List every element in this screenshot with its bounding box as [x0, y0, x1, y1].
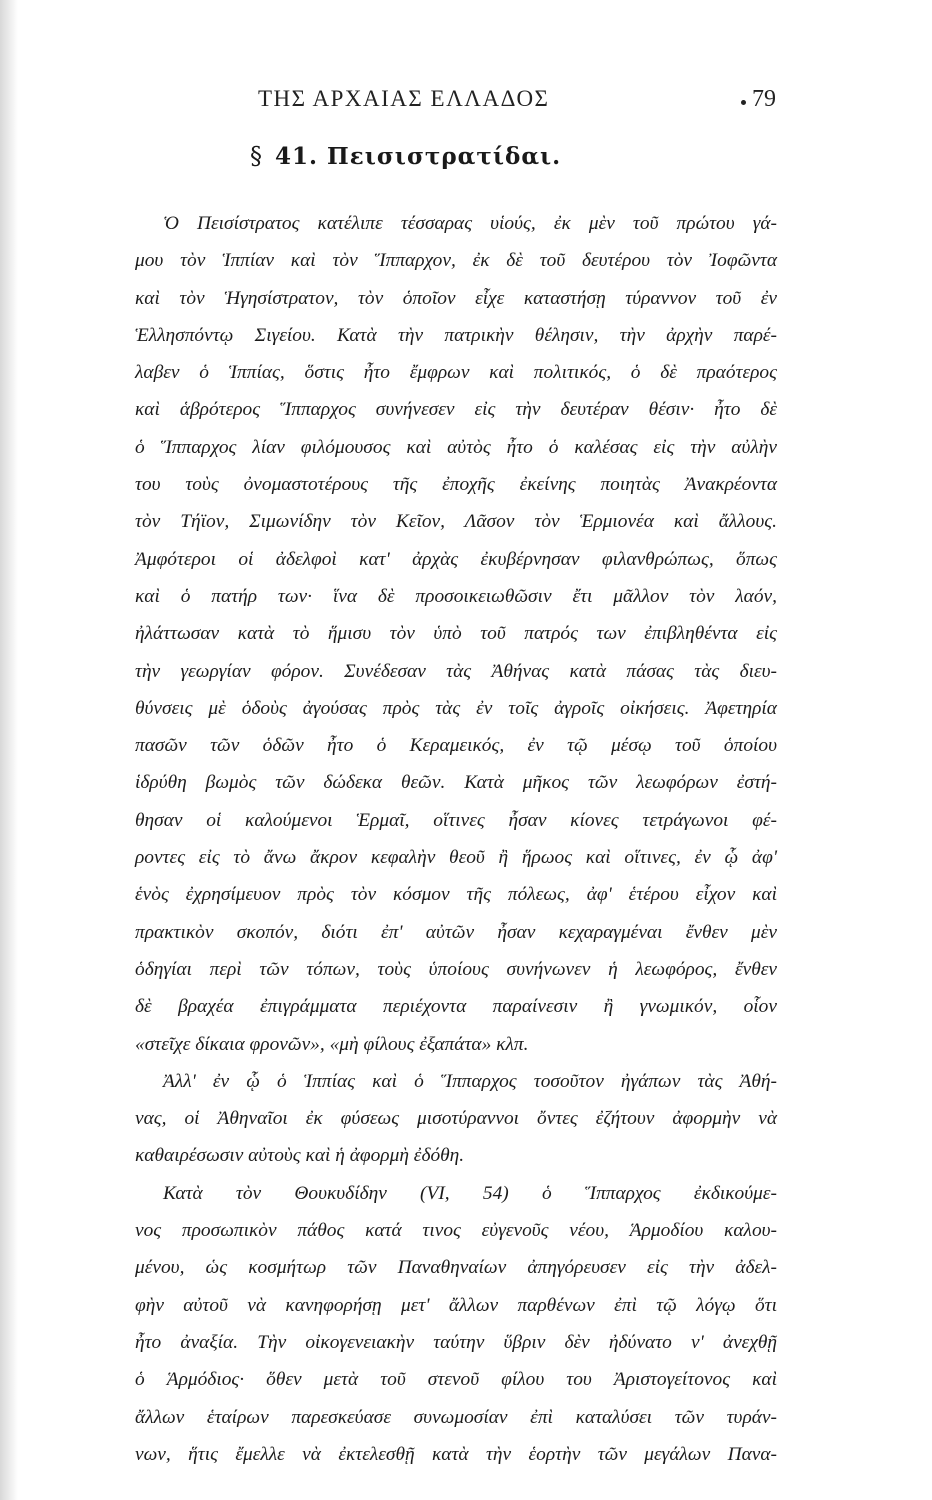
text-line: φὴν αὐτοῦ νὰ κανηφορήσῃ μετ' ἄλλων παρθένων ἐπὶ τῷ λόγῳ ὅτι: [135, 1294, 777, 1316]
text-line: μένου, ὡς κοσμήτωρ τῶν Παναθηναίων ἀπηγόρευσεν εἰς τὴν ἀδελ-: [135, 1257, 777, 1279]
text-line: Κατὰ τὸν Θουκυδίδην (VI, 54) ὁ Ἵππαρχος ἐκδικούμε-: [163, 1182, 777, 1204]
text-line: λαβεν ὁ Ἱππίας, ὅστις ἦτο ἔμφρων καὶ πολιτικός, ὁ δὲ πραότερος: [135, 362, 777, 384]
running-head: [0, 86, 932, 116]
text-line: ὁ Ἁρμόδιος· ὅθεν μετὰ τοῦ στενοῦ φίλου του Ἀριστογείτονος καὶ: [135, 1369, 777, 1391]
section-symbol: §: [250, 142, 263, 170]
text-line: ροντες εἰς τὸ ἄνω ἄκρον κεφαλὴν θεοῦ ἢ ἥρωος καὶ οἵτινες, ἐν ᾧ ἀφ': [135, 847, 777, 869]
text-line: Ἀμφότεροι οἱ ἀδελφοὶ κατ' ἀρχὰς ἐκυβέρνησαν φιλανθρώπως, ὅπως: [135, 548, 777, 570]
text-line: δὲ βραχέα ἐπιγράμματα περιέχοντα παραίνεσιν ἢ γνωμικόν, οἷον: [135, 996, 777, 1018]
text-line: Ὁ Πεισίστρατος κατέλιπε τέσσαρας υἱούς, ἐκ μὲν τοῦ πρώτου γά-: [163, 213, 777, 234]
text-line: Ἀλλ' ἐν ᾧ ὁ Ἱππίας καὶ ὁ Ἵππαρχος τοσοῦτον ἠγάπων τὰς Ἀθή-: [163, 1070, 777, 1092]
text-line: τὴν γεωργίαν φόρον. Συνέδεσαν τὰς Ἀθήνας κατὰ πάσας τὰς διευ-: [135, 660, 777, 682]
text-line: μου τὸν Ἱππίαν καὶ τὸν Ἵππαρχον, ἐκ δὲ τοῦ δευτέρου τὸν Ἰοφῶντα: [135, 250, 777, 272]
text-line: ἑνὸς ἐχρησίμευον πρὸς τὸν κόσμον τῆς πόλεως, ἀφ' ἑτέρου εἶχον καὶ: [135, 884, 777, 906]
ink-dot: [741, 100, 746, 105]
page-number: 79: [752, 86, 776, 112]
text-line: νος προσωπικὸν πάθος κατά τινος εὐγενοῦς νέου, Ἁρμοδίου καλου-: [135, 1220, 777, 1242]
text-line: ἠλάττωσαν κατὰ τὸ ἥμισυ τὸν ὑπὸ τοῦ πατρός των ἐπιβληθέντα εἰς: [135, 623, 777, 645]
running-title: ΤΗΣ ΑΡΧΑΙΑΣ ΕΛΛΑΔΟΣ: [258, 86, 550, 111]
body-text: [135, 205, 777, 1473]
text-line: καὶ ὁ πατήρ των· ἵνα δὲ προσοικειωθῶσιν ἔτι μᾶλλον τὸν λαόν,: [135, 585, 777, 607]
section-heading: [250, 142, 561, 170]
text-line: ὁ Ἵππαρχος λίαν φιλόμουσος καὶ αὐτὸς ἦτο ὁ καλέσας εἰς τὴν αὐλὴν: [135, 436, 777, 458]
text-line: του τοὺς ὀνομαστοτέρους τῆς ἐποχῆς ἐκείνης ποιητὰς Ἀνακρέοντα: [135, 474, 777, 496]
text-line: θησαν οἱ καλούμενοι Ἑρμαῖ, οἵτινες ἦσαν κίονες τετράγωνοι φέ-: [135, 809, 777, 831]
text-line: νων, ἥτις ἔμελλε νὰ ἐκτελεσθῇ κατὰ τὴν ἑορτὴν τῶν μεγάλων Πανα-: [135, 1443, 777, 1465]
text-line: νας, οἱ Ἀθηναῖοι ἐκ φύσεως μισοτύραννοι ὄντες ἐζήτουν ἀφορμὴν νὰ: [135, 1108, 777, 1130]
text-line: θύνσεις μὲ ὁδοὺς ἀγούσας πρὸς τὰς ἐν τοῖς ἀγροῖς οἰκήσεις. Ἀφετηρία: [135, 697, 777, 719]
text-line: ἱδρύθη βωμὸς τῶν δώδεκα θεῶν. Κατὰ μῆκος τῶν λεωφόρων ἐστή-: [135, 772, 777, 794]
text-line: τὸν Τήϊον, Σιμωνίδην τὸν Κεῖον, Λᾶσον τὸν Ἑρμιονέα καὶ ἄλλους.: [135, 511, 777, 533]
text-line: ἄλλων ἑταίρων παρεσκεύασε συνωμοσίαν ἐπὶ καταλύσει τῶν τυράν-: [135, 1406, 777, 1428]
text-line: πασῶν τῶν ὁδῶν ἦτο ὁ Κεραμεικός, ἐν τῷ μέσῳ τοῦ ὁποίου: [135, 735, 777, 757]
text-line: ἦτο ἀναξία. Τὴν οἰκογενειακὴν ταύτην ὕβριν δὲν ἠδύνατο ν' ἀνεχθῇ: [135, 1331, 777, 1353]
text-line: «στεῖχε δίκαια φρονῶν», «μὴ φίλους ἐξαπάτα» κλπ.: [135, 1033, 529, 1055]
text-line: καθαιρέσωσιν αὐτοὺς καὶ ἡ ἀφορμὴ ἐδόθη.: [135, 1145, 465, 1167]
section-title: 41. Πεισιστρατίδαι.: [275, 143, 562, 170]
text-line: καὶ τὸν Ἡγησίστρατον, τὸν ὁποῖον εἶχε καταστήσῃ τύραννον τοῦ ἐν: [135, 287, 777, 309]
text-line: ὁδηγίαι περὶ τῶν τόπων, τοὺς ὑποίους συνήνωνεν ἡ λεωφόρος, ἔνθεν: [135, 958, 777, 980]
text-line: Ἑλλησπόντῳ Σιγείου. Κατὰ τὴν πατρικὴν θέλησιν, τὴν ἀρχὴν παρέ-: [135, 324, 777, 346]
text-line: καὶ ἁβρότερος Ἵππαρχος συνήνεσεν εἰς τὴν δευτέραν θέσιν· ἦτο δὲ: [135, 399, 777, 421]
text-line: πρακτικὸν σκοπόν, διότι ἐπ' αὐτῶν ἦσαν κεχαραγμέναι ἔνθεν μὲν: [135, 921, 777, 943]
